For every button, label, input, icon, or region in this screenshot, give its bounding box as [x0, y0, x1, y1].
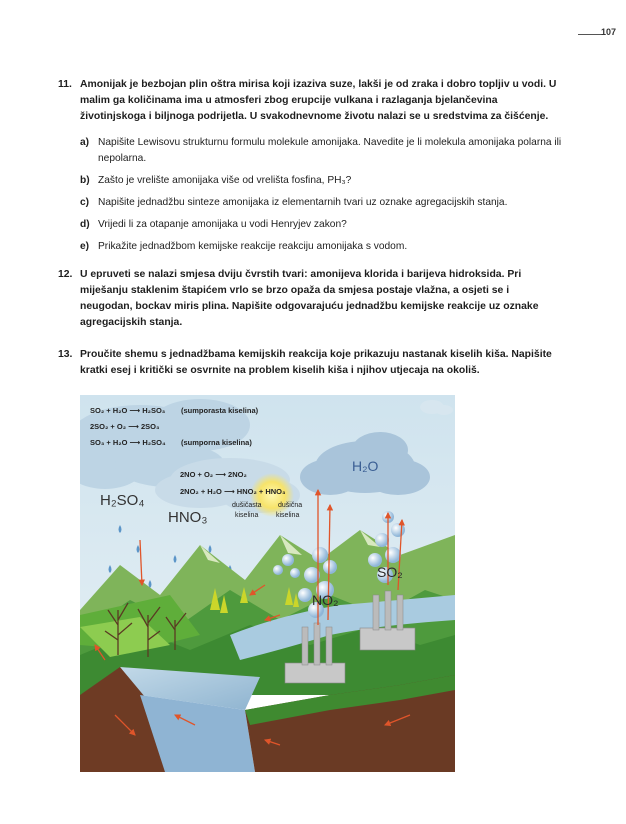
question-text: Amonijak je bezbojan plin oštra mirisa koji izaziva suze, lakši je od zraka i dobro topljiv u vodi. U malim ga količinama ima u atmosferi zbog erupcije vulkana i razlaganja bjelančevina životinjskoga i biljnoga podrijetla. U svakodnevnome životu nalazi se u sredstvima za čišćenje.: [80, 79, 557, 122]
sub-question-e: [80, 239, 564, 255]
sub-letter: b): [80, 175, 90, 186]
sub-text: Napišite jednadžbu sinteze amonijaka iz elementarnih tvari uz oznake agregacijskih stanja.: [98, 197, 508, 208]
eq-so3-h2o-note: (sumporna kiselina): [181, 438, 252, 447]
sub-question-a: [80, 135, 564, 167]
sub-text: Prikažite jednadžbom kemijske reakcije reakciju amonijaka s vodom.: [98, 241, 408, 252]
eq-so3-h2o: SO₃ + H₂O ⟶ H₂SO₄: [90, 438, 166, 447]
label-h2o: H₂O: [352, 458, 379, 474]
sub-letter: d): [80, 219, 90, 230]
sub-text: Napišite Lewisovu strukturnu formulu molekule amonijaka. Navedite je li molekula amonijaka polarna ili nepolarna.: [98, 137, 562, 164]
question-12: [58, 267, 564, 331]
sub-question-d: [80, 217, 564, 233]
label-so2: SO₂: [377, 564, 403, 580]
question-number: 12.: [58, 269, 73, 280]
eq-so2-h2o: SO₂ + H₂O ⟶ H₂SO₃: [90, 406, 166, 415]
sub-text: Vrijedi li za otapanje amonijaka u vodi Henryjev zakon?: [98, 219, 347, 230]
eq-so2-h2o-note: (sumporasta kiselina): [181, 406, 259, 415]
eq-no-o2: 2NO + O₂ ⟶ 2NO₂: [180, 470, 247, 479]
eq-no2-h2o: 2NO₂ + H₂O ⟶ HNO₂ + HNO₃: [180, 487, 286, 496]
question-text: Proučite shemu s jednadžbama kemijskih reakcija koje prikazuju nastanak kiselih kiša. Napišite kratki esej i kritički se osvrnite na problem kiselih kiša i njihov utjecaja na okoliš.: [80, 349, 552, 376]
sub-text: Zašto je vrelište amonijaka više od vrelišta fosfina, PH₃?: [98, 175, 352, 186]
question-number: 13.: [58, 349, 73, 360]
sub-letter: a): [80, 137, 90, 148]
sub-letter: c): [80, 197, 90, 208]
page-number-rule: [578, 34, 602, 35]
sub-question-c: [80, 195, 564, 211]
page-number: 107: [601, 27, 617, 37]
hno3-name-1: dušična: [278, 502, 303, 509]
hno3-name-2: kiselina: [276, 512, 300, 519]
sub-question-b: [80, 173, 564, 189]
hno2-name-1: dušičasta: [232, 502, 262, 509]
question-number: 11.: [58, 79, 72, 90]
question-11: [58, 77, 564, 125]
label-hno3: HNO₃: [168, 509, 208, 526]
sub-letter: e): [80, 241, 90, 252]
eq-so2-o2: 2SO₂ + O₂ ⟶ 2SO₃: [90, 422, 160, 431]
question-text: U epruveti se nalazi smjesa dviju čvrstih tvari: amonijeva klorida i barijeva hidroksida. Pri miješanju staklenim štapićem vrlo se brzo opaža da smjesa postaje vlažna, a osjeti se i neugodan, bockav miris plina. Napišite odgovarajuću jednadžbu kemijske reakcije uz oznake agregacijskih stanja.: [80, 269, 539, 328]
hno2-name-2: kiselina: [235, 512, 259, 519]
label-h2so4: H₂SO₄: [100, 492, 145, 509]
label-no2: NO₂: [312, 592, 339, 608]
acid-rain-figure: [80, 395, 455, 772]
question-13: [58, 347, 564, 379]
